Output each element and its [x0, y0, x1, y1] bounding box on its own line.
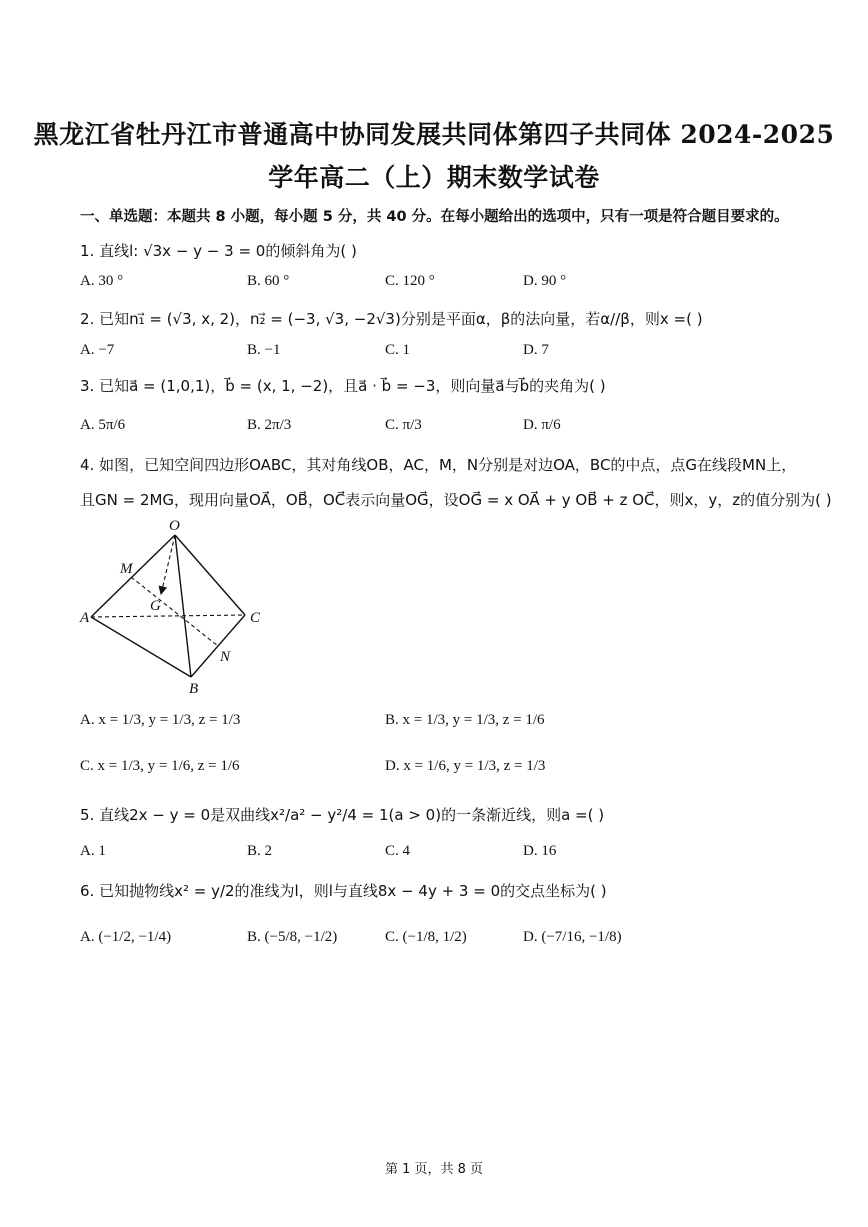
label-c: C	[250, 610, 261, 626]
question-5-option-a: A. 1	[80, 843, 106, 859]
question-2-option-c: C. 1	[385, 342, 411, 358]
tetrahedron-figure	[75, 515, 275, 697]
question-6-option-a: A. (−1/2, −1/4)	[80, 929, 172, 945]
label-b: B	[189, 681, 199, 697]
edge-ob	[175, 535, 191, 677]
question-1-option-d: D. 90 °	[523, 273, 567, 289]
label-o: O	[169, 518, 180, 534]
question-6-option-d: D. (−7/16, −1/8)	[523, 929, 622, 945]
question-4-option-a: A. x = 1/3, y = 1/3, z = 1/3	[80, 712, 241, 728]
page-title-line2: 学年高二（上）期末数学试卷	[268, 163, 600, 192]
question-4-stem-line1: 4. 如图，已知空间四边形OABC，其对角线OB，AC，M，N分别是对边OA，BC的中点，点G在线段MN上，	[80, 456, 797, 474]
question-5-option-d: D. 16	[523, 843, 557, 859]
question-5-option-b: B. 2	[247, 843, 273, 859]
page-title-line1: 黑龙江省牡丹江市普通高中协同发展共同体第四子共同体 2024-2025	[33, 120, 835, 149]
edge-ac	[91, 615, 245, 617]
question-6-option-b: B. (−5/8, −1/2)	[247, 929, 338, 945]
question-1-option-b: B. 60 °	[247, 273, 290, 289]
question-4-stem-line2: 且GN = 2MG，现用向量OA⃗，OB⃗，OC⃗表示向量OG⃗，设OG⃗ = x OA⃗ + y OB⃗ + z OC⃗，则x，y，z的值分别为( )	[80, 491, 832, 509]
question-5-option-c: C. 4	[385, 843, 411, 859]
question-2-option-a: A. −7	[80, 342, 115, 358]
question-4-option-c: C. x = 1/3, y = 1/6, z = 1/6	[80, 758, 240, 774]
label-a: A	[80, 610, 90, 626]
question-3-option-a: A. 5π/6	[80, 417, 126, 433]
question-1-option-c: C. 120 °	[385, 273, 435, 289]
edge-oc	[175, 535, 245, 615]
question-4-option-b: B. x = 1/3, y = 1/3, z = 1/6	[385, 712, 545, 728]
vector-og	[161, 535, 175, 594]
question-3-option-d: D. π/6	[523, 417, 561, 433]
question-3-stem: 3. 已知a⃗ = (1,0,1)，b⃗ = (x, 1, −2)，且a⃗ · b⃗ = −3，则向量a⃗与b⃗的夹角为( )	[80, 377, 606, 395]
question-3-option-c: C. π/3	[385, 417, 422, 433]
edge-ab	[91, 617, 191, 677]
question-2-option-d: D. 7	[523, 342, 549, 358]
question-1-option-a: A. 30 °	[80, 273, 124, 289]
question-5-stem: 5. 直线2x − y = 0是双曲线x²/a² − y²/4 = 1(a > 0)的一条渐近线，则a =( )	[80, 806, 605, 824]
page-footer: 第 1 页，共 8 页	[384, 1162, 484, 1177]
question-2-stem: 2. 已知n₁⃗ = (√3, x, 2)，n₂⃗ = (−3, √3, −2√3)分别是平面α，β的法向量，若α//β，则x =( )	[80, 310, 703, 328]
question-6-stem: 6. 已知抛物线x² = y/2的准线为l，则l与直线8x − 4y + 3 = 0的交点坐标为( )	[80, 882, 607, 900]
label-n: N	[220, 649, 231, 665]
question-1-stem: 1. 直线l: √3x − y − 3 = 0的倾斜角为( )	[80, 242, 357, 260]
question-2-option-b: B. −1	[247, 342, 281, 358]
segment-mn	[131, 577, 218, 646]
section-heading: 一、单选题：本题共 8 小题，每小题 5 分，共 40 分。在每小题给出的选项中，只有一项是符合题目要求的。	[80, 209, 789, 225]
question-3-option-b: B. 2π/3	[247, 417, 292, 433]
label-g: G	[150, 598, 161, 614]
label-m: M	[120, 561, 133, 577]
question-4-option-d: D. x = 1/6, y = 1/3, z = 1/3	[385, 758, 546, 774]
question-6-option-c: C. (−1/8, 1/2)	[385, 929, 467, 945]
edge-oa	[91, 535, 175, 617]
